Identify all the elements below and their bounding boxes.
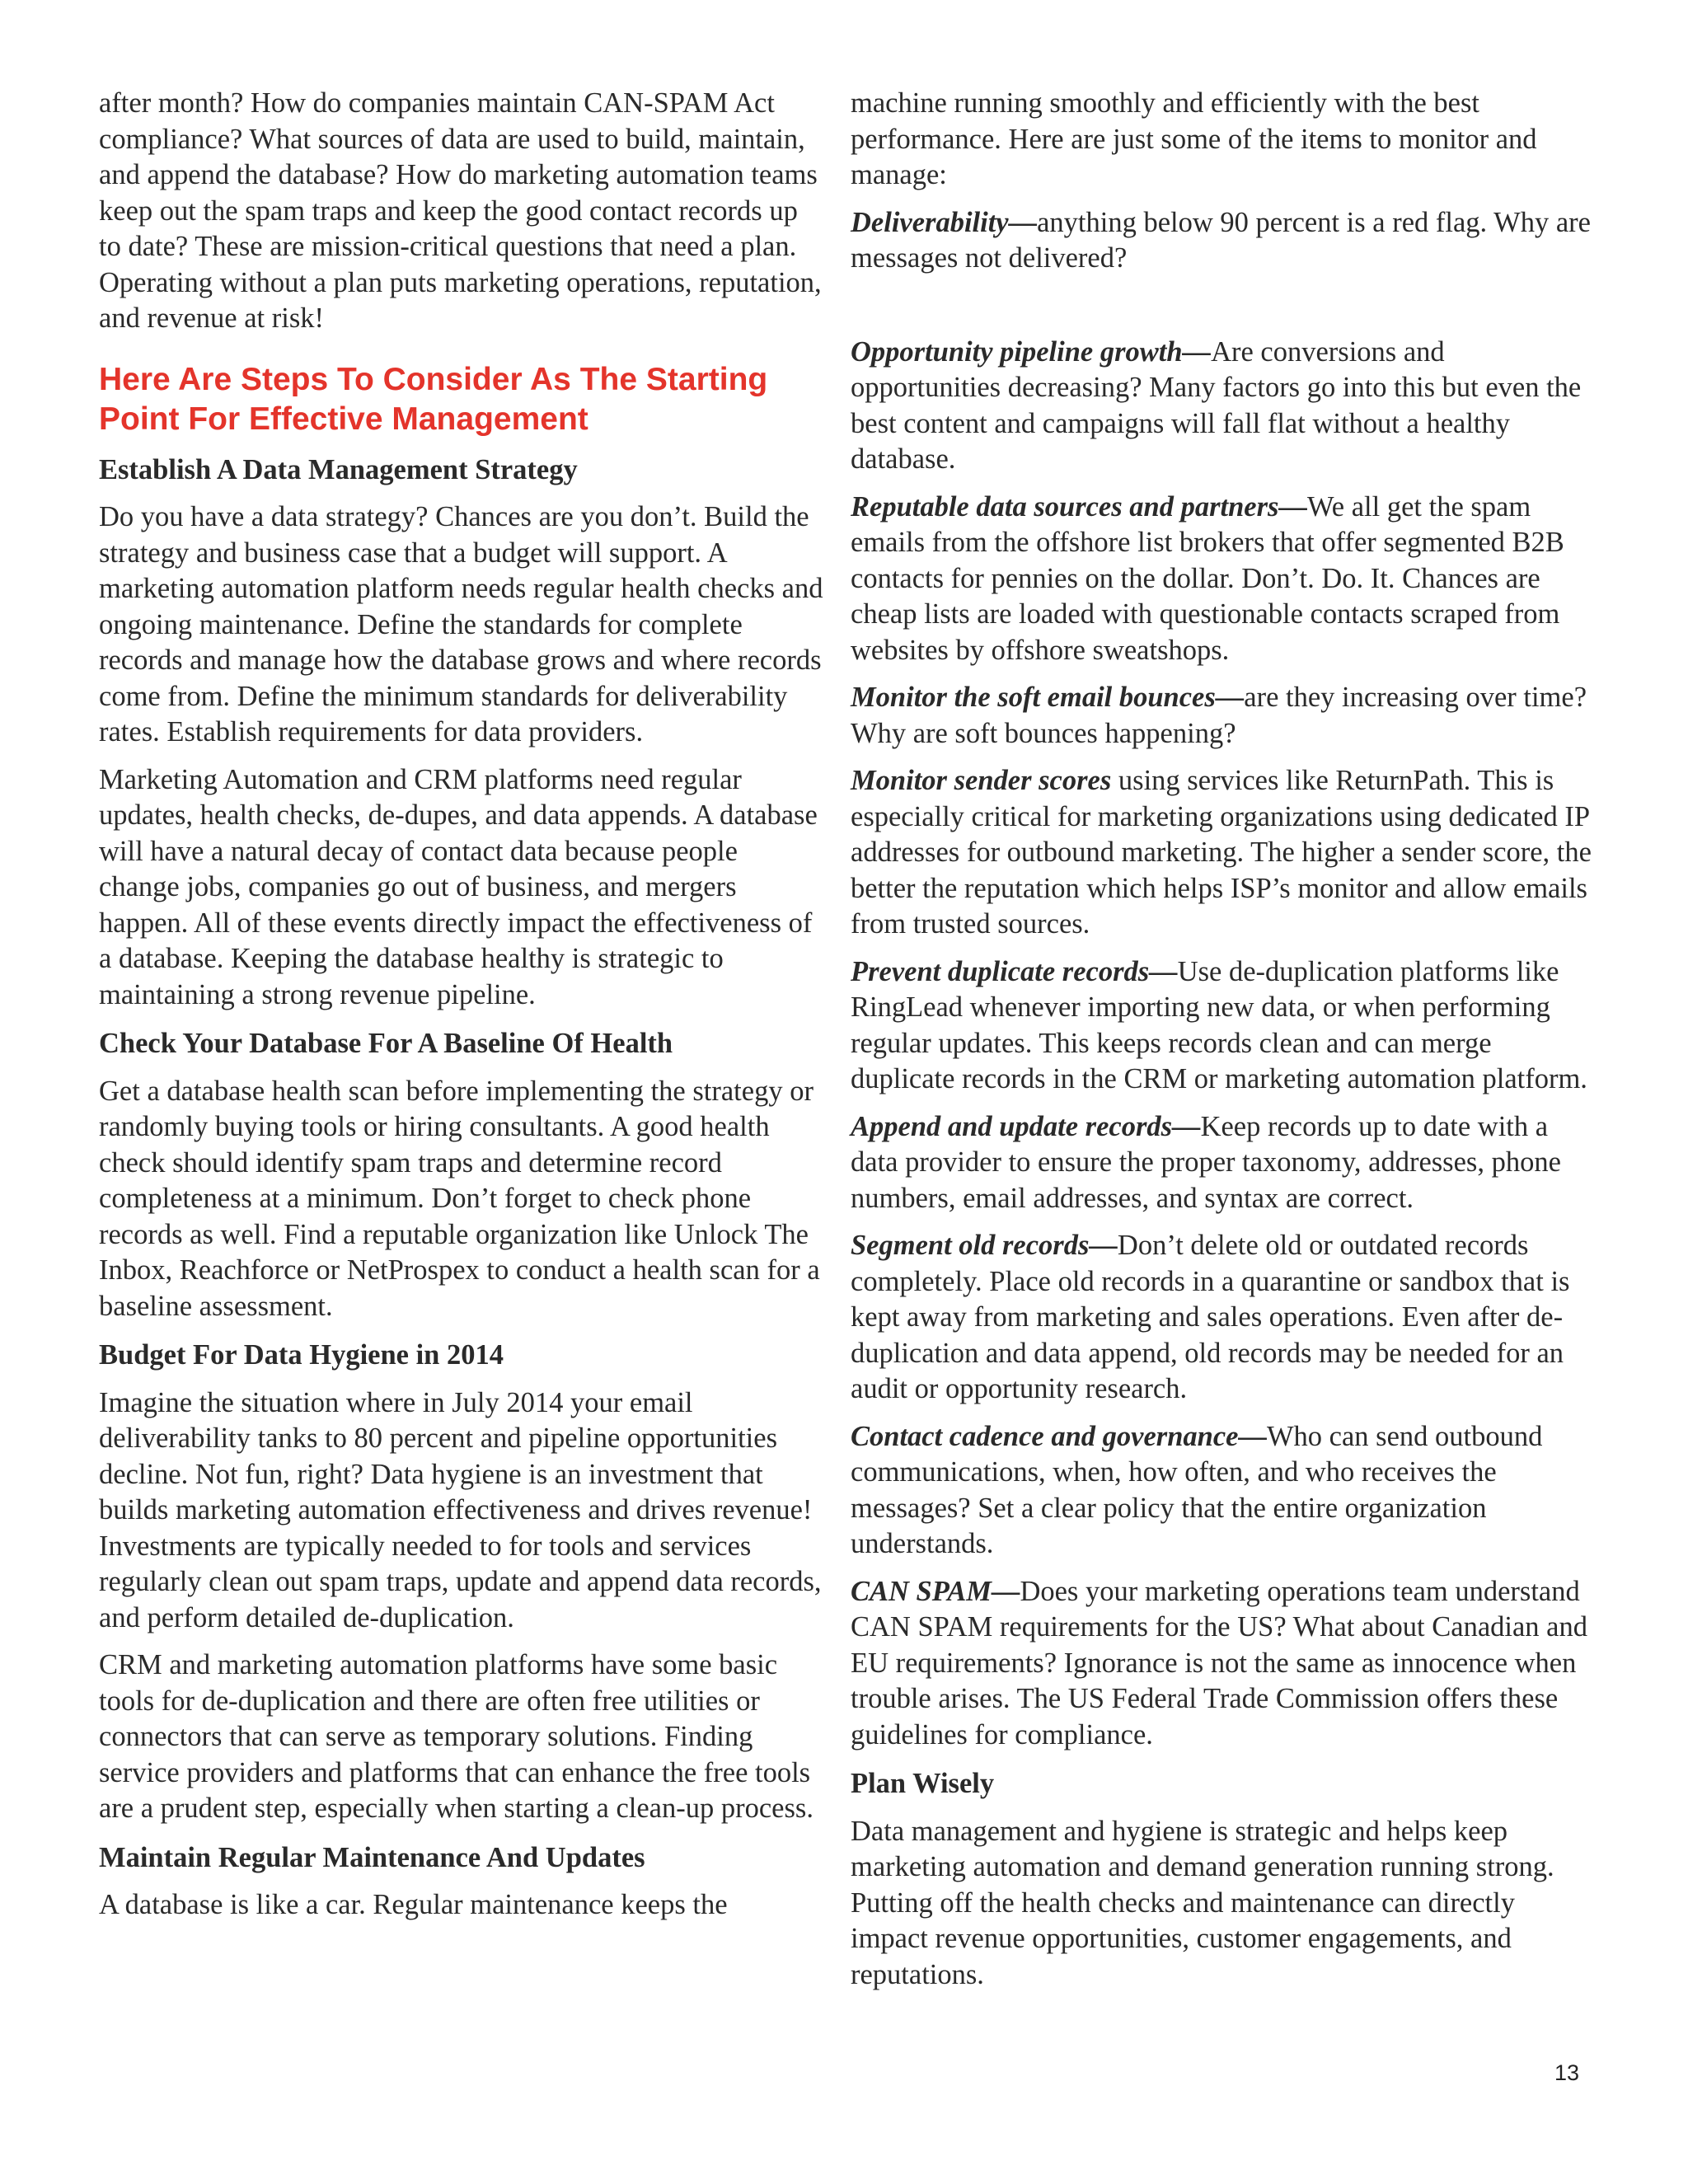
item-text: Who can send outbound communications, when, how often, and who receives the messages? Set a clear policy that the entire organization understands. [851,1420,1543,1559]
item-lead: Contact cadence and governance— [851,1420,1267,1452]
budget-heading: Budget For Data Hygiene in 2014 [99,1339,504,1371]
item-text: Keep records up to date with a data provider to ensure the proper taxonomy, addresses, phone numbers, email addresses, and syntax are correct. [851,1110,1561,1214]
baseline-heading: Check Your Database For A Baseline Of Health [99,1028,673,1059]
item-can-spam [851,1574,1592,1754]
item-opportunity-pipeline [851,335,1592,478]
plan-heading: Plan Wisely [851,1768,995,1799]
page-number: 13 [1554,2060,1580,2085]
maintenance-paragraph: A database is like a car. Regular maintenance keeps the [99,1889,728,1920]
left-column [99,86,824,1935]
item-text: Use de-duplication platforms like RingLead whenever importing new data, or when performing regular updates. This keeps records clean and can merge duplicate records in the CRM or marketing automation platform. [851,955,1587,1094]
item-lead: Reputable data sources and partners— [851,490,1307,523]
item-lead: CAN SPAM— [851,1575,1020,1607]
intro-paragraph: after month? How do companies maintain CAN-SPAM Act compliance? What sources of data are used to build, maintain, and append the database? How do marketing automation teams keep out the spam traps and keep the good contact records up to date? These are mission-critical questions that need a plan. Operating without a plan puts marketing operations, reputation, and revenue at risk! [99,87,822,334]
baseline-paragraph: Get a database health scan before implementing the strategy or randomly buying tools or hiring consultants. A good health check should identify spam traps and determine record completeness at a minimum. Don’t forget to check phone records as well. Find a reputable organization like Unlock The Inbox, Reachforce or NetProspex to conduct a health scan for a baseline assessment. [99,1075,820,1322]
item-lead: Monitor the soft email bounces— [851,682,1245,713]
budget-paragraph-2: CRM and marketing automation platforms have some basic tools for de-duplication and there are often free utilities or connectors that can serve as temporary solutions. Finding service providers and platforms that can enhance the free tools are a prudent step, especially when starting a clean-up process. [99,1649,814,1824]
right-intro-paragraph: machine running smoothly and efficiently with the best performance. Here are just some of the items to monitor and manage: [851,87,1537,190]
item-text: We all get the spam emails from the offshore list brokers that offer segmented B2B contacts for pennies on the dollar. Don’t. Do. It. Chances are cheap lists are loaded with questionable contacts scraped from websites by offshore sweatshops. [851,490,1564,666]
item-deliverability [851,205,1592,277]
item-text: Don’t delete old or outdated records completely. Place old records in a quarantine or sandbox that is kept away from marketing and sales operations. Even after de-duplication and data append, old records may be needed for an audit or opportunity research. [851,1230,1570,1404]
item-segment-old [851,1228,1592,1408]
item-lead: Append and update records— [851,1110,1201,1142]
strategy-heading: Establish A Data Management Strategy [99,453,578,485]
item-lead: Monitor sender scores [851,765,1112,796]
section-heading: Here Are Steps To Consider As The Starting Point For Effective Management [99,361,768,437]
item-reputable-sources [851,490,1592,669]
maintenance-heading: Maintain Regular Maintenance And Updates [99,1841,645,1873]
item-lead: Segment old records— [851,1230,1118,1261]
item-duplicate-records [851,954,1592,1098]
item-text: using services like ReturnPath. This is especially critical for marketing organizations using dedicated IP addresses for outbound marketing. The higher a sender score, the better the reputation which helps ISP’s monitor and allow emails from trusted sources. [851,765,1592,940]
right-column [851,86,1592,2004]
item-sender-scores [851,763,1592,943]
item-lead: Prevent duplicate records— [851,955,1178,987]
item-text: Does your marketing operations team understand CAN SPAM requirements for the US? What about Canadian and EU requirements? Ignorance is not the same as innocence when trouble arises. The US Federal Trade Commission offers these guidelines for compliance. [851,1575,1587,1750]
item-text: are they increasing over time? Why are soft bounces happening? [851,682,1587,749]
item-append-update [851,1109,1592,1217]
item-lead: Deliverability— [851,206,1038,238]
item-soft-bounces [851,680,1592,752]
item-text: anything below 90 percent is a red flag. Why are messages not delivered? [851,206,1591,274]
budget-paragraph-1: Imagine the situation where in July 2014 your email deliverability tanks to 80 percent and pipeline opportunities decline. Not fun, right? Data hygiene is an investment that builds marketing automation effectiveness and drives revenue! Investments are typically needed to for tools and services regularly clean out spam traps, update and append data records, and perform detailed de-duplication. [99,1386,822,1633]
plan-paragraph: Data management and hygiene is strategic and helps keep marketing automation and demand generation running strong. Putting off the health checks and maintenance can directly impact revenue opportunities, customer engagements, and reputations. [851,1815,1554,1990]
strategy-paragraph-1: Do you have a data strategy? Chances are you don’t. Build the strategy and business case that a budget will support. A marketing automation platform needs regular health checks and ongoing maintenance. Define the standards for complete records and manage how the database grows and where records come from. Define the minimum standards for deliverability rates. Establish requirements for data providers. [99,501,823,748]
item-lead: Opportunity pipeline growth— [851,335,1212,368]
item-text: Are conversions and opportunities decreasing? Many factors go into this but even the best content and campaigns will fall flat without a healthy database. [851,335,1582,475]
strategy-paragraph-2: Marketing Automation and CRM platforms need regular updates, health checks, de-dupes, and data appends. A database will have a natural decay of contact data because people change jobs, companies go out of business, and mergers happen. All of these events directly impact the effectiveness of a database. Keeping the database healthy is strategic to maintaining a strong revenue pipeline. [99,763,818,1010]
spacer [851,288,1592,335]
item-contact-cadence [851,1419,1592,1563]
